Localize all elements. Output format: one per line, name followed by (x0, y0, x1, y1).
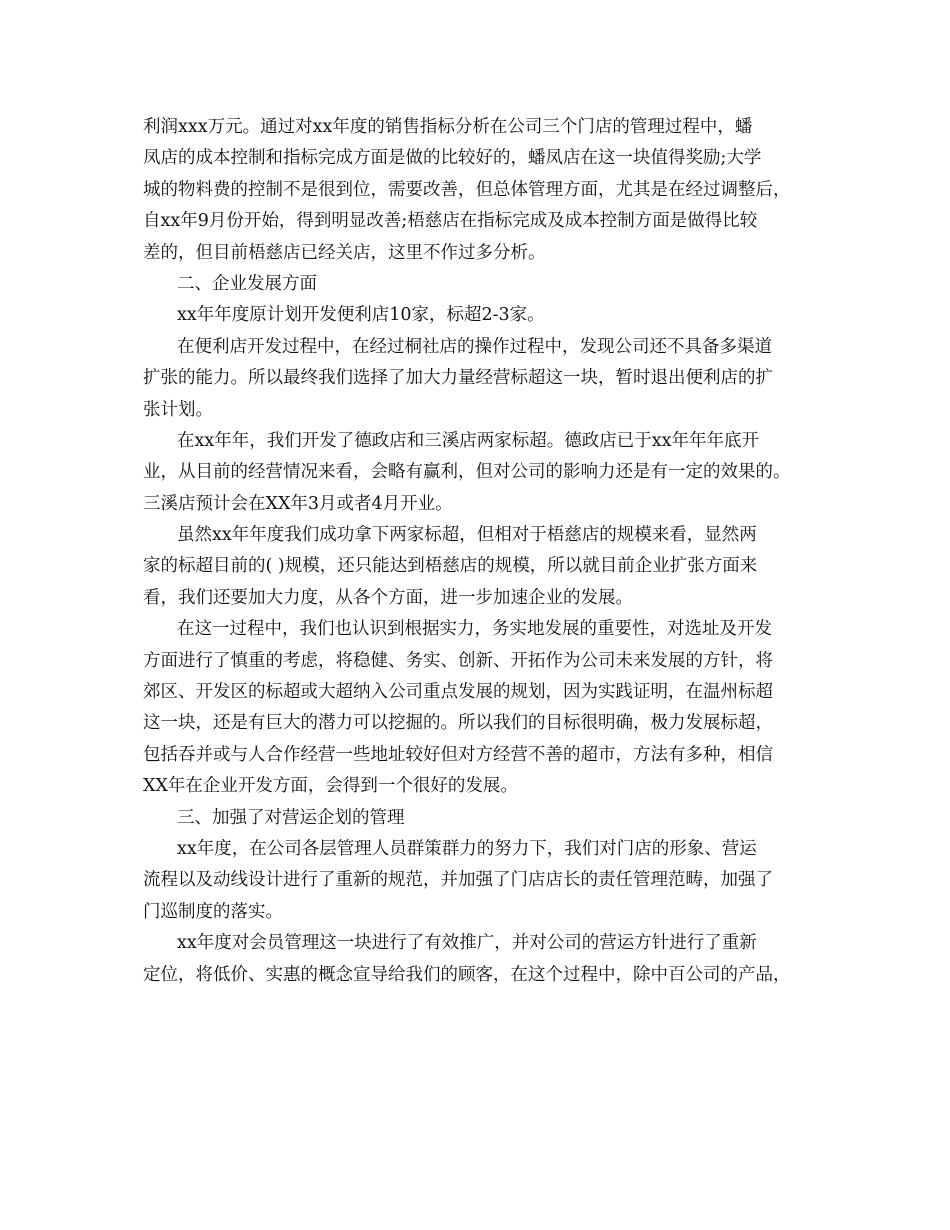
text-line: 利润xxx万元。通过对xx年度的销售指标分析在公司三个门店的管理过程中，蟠 (143, 117, 753, 137)
text-line: 方面进行了慎重的考虑，将稳健、务实、创新、开拓作为公司未来发展的方针，将 (143, 650, 773, 671)
text-line: XX年在企业开发方面，会得到一个很好的发展。 (143, 776, 518, 797)
text-line: 在这一过程中，我们也认识到根据实力，务实地发展的重要性，对选址及开发 (177, 619, 772, 640)
text-line: 包括吞并或与人合作经营一些地址较好但对方经营不善的超市，方法有多种，相信 (143, 744, 773, 765)
text-line: 家的标超目前的( )规模，还只能达到梧慈店的规模，所以就目前企业扩张方面来 (143, 556, 758, 577)
text-line: 二、企业发展方面 (177, 273, 317, 294)
document-body (143, 112, 828, 991)
text-line: 扩张的能力。所以最终我们选择了加大力量经营标超这一块，暂时退出便利店的扩 (143, 368, 773, 389)
text-line: 看，我们还要加大力度，从各个方面，进一步加速企业的发展。 (143, 587, 633, 608)
text-line: 城的物料费的控制不是很到位，需要改善，但总体管理方面，尤其是在经过调整后， (143, 179, 791, 200)
text-line: xx年度，在公司各层管理人员群策群力的努力下，我们对门店的形象、营运 (177, 838, 757, 859)
text-line: 虽然xx年年度我们成功拿下两家标超，但相对于梧慈店的规模来看，显然两 (177, 525, 757, 546)
text-line: 凤店的成本控制和指标完成方面是做的比较好的，蟠凤店在这一块值得奖励;大学 (143, 148, 762, 169)
text-line: 自xx年9月份开始，得到明显改善;梧慈店在指标完成及成本控制方面是做得比较 (143, 211, 758, 232)
text-line: 门巡制度的落实。 (143, 901, 283, 922)
text-line: 在便利店开发过程中，在经过桐社店的操作过程中，发现公司还不具备多渠道 (177, 336, 772, 357)
text-line: 三溪店预计会在XX年3月或者4月开业。 (143, 493, 453, 514)
text-line: xx年度对会员管理这一块进行了有效推广，并对公司的营运方针进行了重新 (177, 933, 757, 954)
text-line: 业，从目前的经营情况来看，会略有赢利，但对公司的影响力还是有一定的效果的。 (143, 462, 791, 483)
text-line: 这一块，还是有巨大的潜力可以挖掘的。所以我们的目标很明确，极力发展标超， (143, 713, 773, 734)
text-line: 在xx年年，我们开发了德政店和三溪店两家标超。德政店已于xx年年年底开 (177, 430, 759, 451)
text-line: 郊区、开发区的标超或大超纳入公司重点发展的规划，因为实践证明，在温州标超 (143, 682, 773, 703)
text-line: 张计划。 (143, 399, 213, 420)
text-line: 差的，但目前梧慈店已经关店，这里不作过多分析。 (143, 242, 546, 263)
text-line: xx年年度原计划开发便利店10家，标超2-3家。 (177, 305, 545, 326)
text-line: 定位，将低价、实惠的概念宣导给我们的顾客，在这个过程中，除中百公司的产品， (143, 964, 791, 985)
text-line: 三、加强了对营运企划的管理 (177, 807, 405, 828)
text-line: 流程以及动线设计进行了重新的规范，并加强了门店店长的责任管理范畴，加强了 (143, 870, 773, 891)
